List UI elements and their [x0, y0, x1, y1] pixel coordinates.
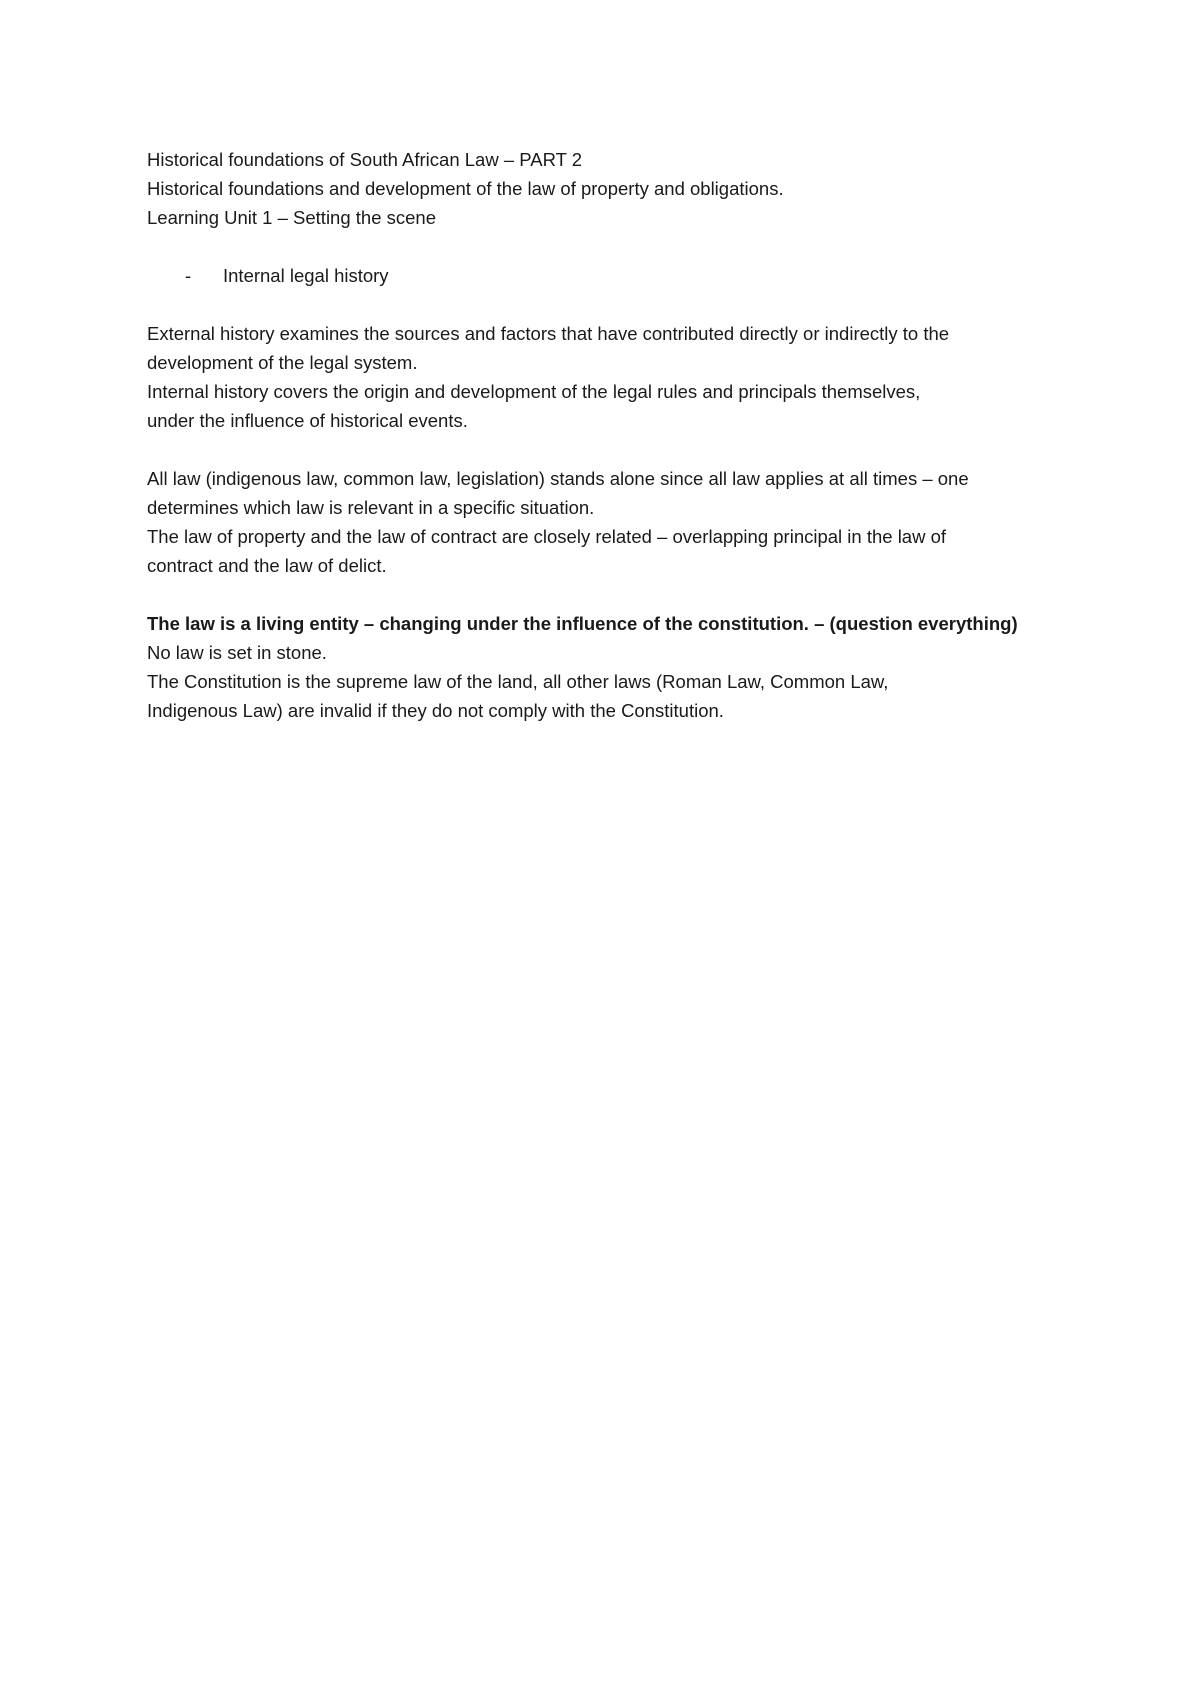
- heading-block: [147, 145, 1077, 232]
- bold-statement: The law is a living entity – changing under the influence of the constitution. – (question everything): [147, 613, 1018, 634]
- history-paragraph: [147, 319, 1077, 435]
- dash-bullet-icon: -: [185, 265, 192, 286]
- constitution-paragraph: [147, 609, 1077, 725]
- paragraph-line: Internal history covers the origin and development of the legal rules and principals themselves,: [147, 381, 921, 402]
- paragraph-line: All law (indigenous law, common law, legislation) stands alone since all law applies at all times – one: [147, 468, 969, 489]
- paragraph-line: Indigenous Law) are invalid if they do not comply with the Constitution.: [147, 700, 724, 721]
- paragraph-line: The law of property and the law of contract are closely related – overlapping principal in the law of: [147, 526, 947, 547]
- paragraph-line: External history examines the sources and factors that have contributed directly or indirectly to the: [147, 323, 950, 344]
- document-body: [147, 145, 1077, 725]
- list-item: [147, 261, 1077, 290]
- paragraph-line: The Constitution is the supreme law of the land, all other laws (Roman Law, Common Law,: [147, 671, 889, 692]
- bullet-list: [147, 261, 1077, 290]
- paragraph-line: contract and the law of delict.: [147, 555, 387, 576]
- paragraph-line: No law is set in stone.: [147, 642, 327, 663]
- paragraph-line: under the influence of historical events.: [147, 410, 468, 431]
- paragraph-line: determines which law is relevant in a specific situation.: [147, 497, 595, 518]
- list-item-text: Internal legal history: [223, 265, 389, 286]
- document-title: Historical foundations of South African Law – PART 2: [147, 149, 582, 170]
- learning-unit-title: Learning Unit 1 – Setting the scene: [147, 207, 436, 228]
- law-paragraph: [147, 464, 1077, 580]
- paragraph-line: development of the legal system.: [147, 352, 418, 373]
- document-subtitle: Historical foundations and development of the law of property and obligations.: [147, 178, 784, 199]
